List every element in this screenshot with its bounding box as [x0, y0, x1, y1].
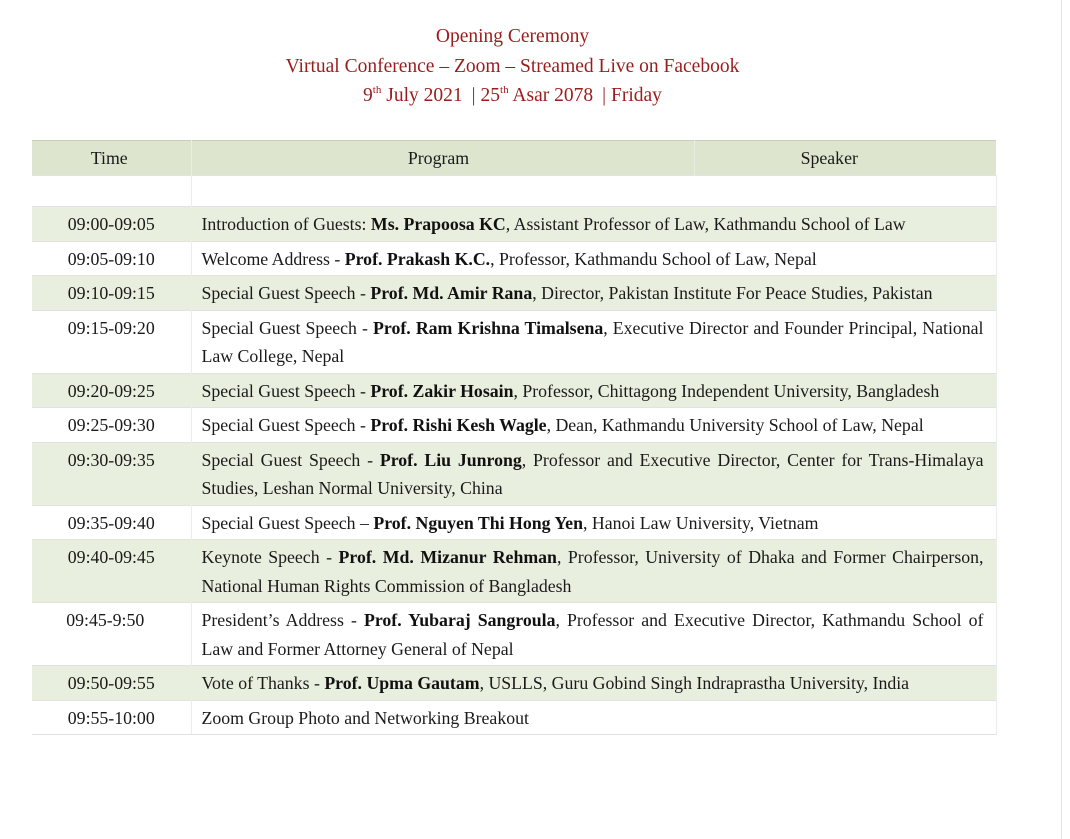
row-time: 09:15-09:20 — [32, 310, 191, 373]
row-program — [191, 207, 996, 242]
table-row — [32, 310, 996, 373]
row-affiliation: , Professor, Chittagong Independent University, Bangladesh — [513, 380, 940, 401]
column-header-speaker: Speaker — [694, 141, 996, 176]
row-program — [191, 666, 996, 701]
row-affiliation: , Professor and Executive Director, Kathmandu School of Law and Former Attorney General of Nepal — [201, 610, 984, 659]
row-program — [191, 505, 996, 540]
date-separator: | — [471, 85, 476, 106]
row-program — [191, 310, 996, 373]
row-affiliation: , Hanoi Law University, Vietnam — [582, 512, 819, 533]
nepali-month-year: Asar 2078 — [512, 85, 594, 106]
table-row — [32, 540, 996, 603]
row-speaker-name: Prof. Liu Junrong — [379, 449, 522, 470]
row-affiliation: , Professor and Executive Director, Center for Trans-Himalaya Studies, Leshan Normal University, China — [201, 449, 984, 498]
row-time: 09:20-09:25 — [32, 373, 191, 408]
date-day-suffix: th — [372, 83, 382, 96]
row-role: Welcome Address - — [201, 248, 345, 269]
row-program — [191, 373, 996, 408]
date-day: 9 — [363, 85, 373, 106]
row-affiliation: , Dean, Kathmandu University School of Law, Nepal — [546, 415, 924, 435]
table-row — [32, 603, 996, 666]
row-speaker-name: Prof. Md. Amir Rana — [370, 283, 533, 303]
row-time: 09:50-09:55 — [32, 666, 191, 701]
table-row — [32, 442, 996, 505]
row-program — [191, 700, 996, 735]
nepali-day: 25 — [480, 85, 501, 106]
row-speaker-name: Prof. Prakash K.C. — [344, 248, 491, 269]
row-affiliation: , Director, Pakistan Institute For Peace Studies, Pakistan — [532, 283, 933, 303]
table-row — [32, 373, 996, 408]
row-program — [191, 442, 996, 505]
table-row — [32, 207, 996, 242]
table-row — [32, 241, 996, 276]
row-speaker-name: Prof. Ram Krishna Timalsena — [373, 317, 604, 338]
row-role: President’s Address - — [201, 610, 364, 630]
row-speaker-name: Prof. Upma Gautam — [324, 673, 480, 693]
row-speaker-name: Ms. Prapoosa KC — [370, 214, 506, 234]
row-speaker-name: Prof. Rishi Kesh Wagle — [370, 415, 547, 435]
table-row — [32, 505, 996, 540]
row-speaker-name: Prof. Yubaraj Sangroula — [363, 610, 556, 630]
column-header-time: Time — [32, 141, 191, 176]
table-row — [32, 408, 996, 443]
header-title: Opening Ceremony — [435, 26, 590, 47]
row-role: Special Guest Speech – — [201, 512, 374, 533]
date-month-year: July 2021 — [386, 85, 463, 106]
table-row — [32, 276, 996, 311]
header-date-line — [0, 81, 1025, 111]
row-time: 09:35-09:40 — [32, 505, 191, 540]
row-role: Special Guest Speech - — [201, 283, 371, 303]
row-role: Introduction of Guests: — [201, 214, 371, 234]
row-time: 09:55-10:00 — [32, 700, 191, 735]
page-edge-divider — [1061, 0, 1062, 839]
row-role: Special Guest Speech - — [201, 317, 374, 338]
row-speaker-name: Prof. Md. Mizanur Rehman — [338, 547, 557, 567]
row-program — [191, 241, 996, 276]
row-role: Zoom Group Photo and Networking Breakout — [201, 707, 529, 728]
header-subtitle: Virtual Conference – Zoom – Streamed Live on Facebook — [285, 55, 740, 77]
weekday-separator: | — [602, 85, 607, 106]
row-time: 09:05-09:10 — [32, 241, 191, 276]
row-time: 09:30-09:35 — [32, 442, 191, 505]
row-affiliation: , Executive Director and Founder Principal, National Law College, Nepal — [201, 317, 984, 366]
row-role: Keynote Speech - — [201, 547, 339, 567]
row-affiliation: , Professor, Kathmandu School of Law, Nepal — [490, 248, 817, 269]
row-role: Special Guest Speech - — [201, 449, 380, 470]
table-row — [32, 666, 996, 701]
ceremony-header — [0, 22, 1025, 111]
row-affiliation: , Assistant Professor of Law, Kathmandu School of Law — [505, 214, 906, 234]
table-row — [32, 700, 996, 735]
row-role: Special Guest Speech - — [201, 380, 371, 401]
row-speaker-name: Prof. Zakir Hosain — [370, 380, 514, 401]
row-program — [191, 276, 996, 311]
column-header-program: Program — [191, 141, 694, 176]
table-header-row — [32, 141, 996, 176]
row-role: Vote of Thanks - — [201, 673, 325, 693]
row-speaker-name: Prof. Nguyen Thi Hong Yen — [373, 512, 583, 533]
row-time: 09:40-09:45 — [32, 540, 191, 603]
row-program — [191, 540, 996, 603]
nepali-day-suffix: th — [500, 83, 509, 96]
row-time: 09:25-09:30 — [32, 408, 191, 443]
row-affiliation: , Professor, University of Dhaka and Former Chairperson, National Human Rights Commission of Bangladesh — [201, 547, 984, 596]
row-time: 09:00-09:05 — [32, 207, 191, 242]
row-role: Special Guest Speech - — [201, 415, 371, 435]
row-affiliation: , USLLS, Guru Gobind Singh Indraprastha University, India — [479, 673, 910, 693]
program-schedule-table — [32, 140, 997, 735]
row-program — [191, 603, 996, 666]
row-time: 09:10-09:15 — [32, 276, 191, 311]
row-program — [191, 408, 996, 443]
table-spacer-row — [32, 176, 996, 207]
weekday: Friday — [611, 85, 662, 106]
row-time: 09:45-9:50 — [32, 603, 191, 666]
